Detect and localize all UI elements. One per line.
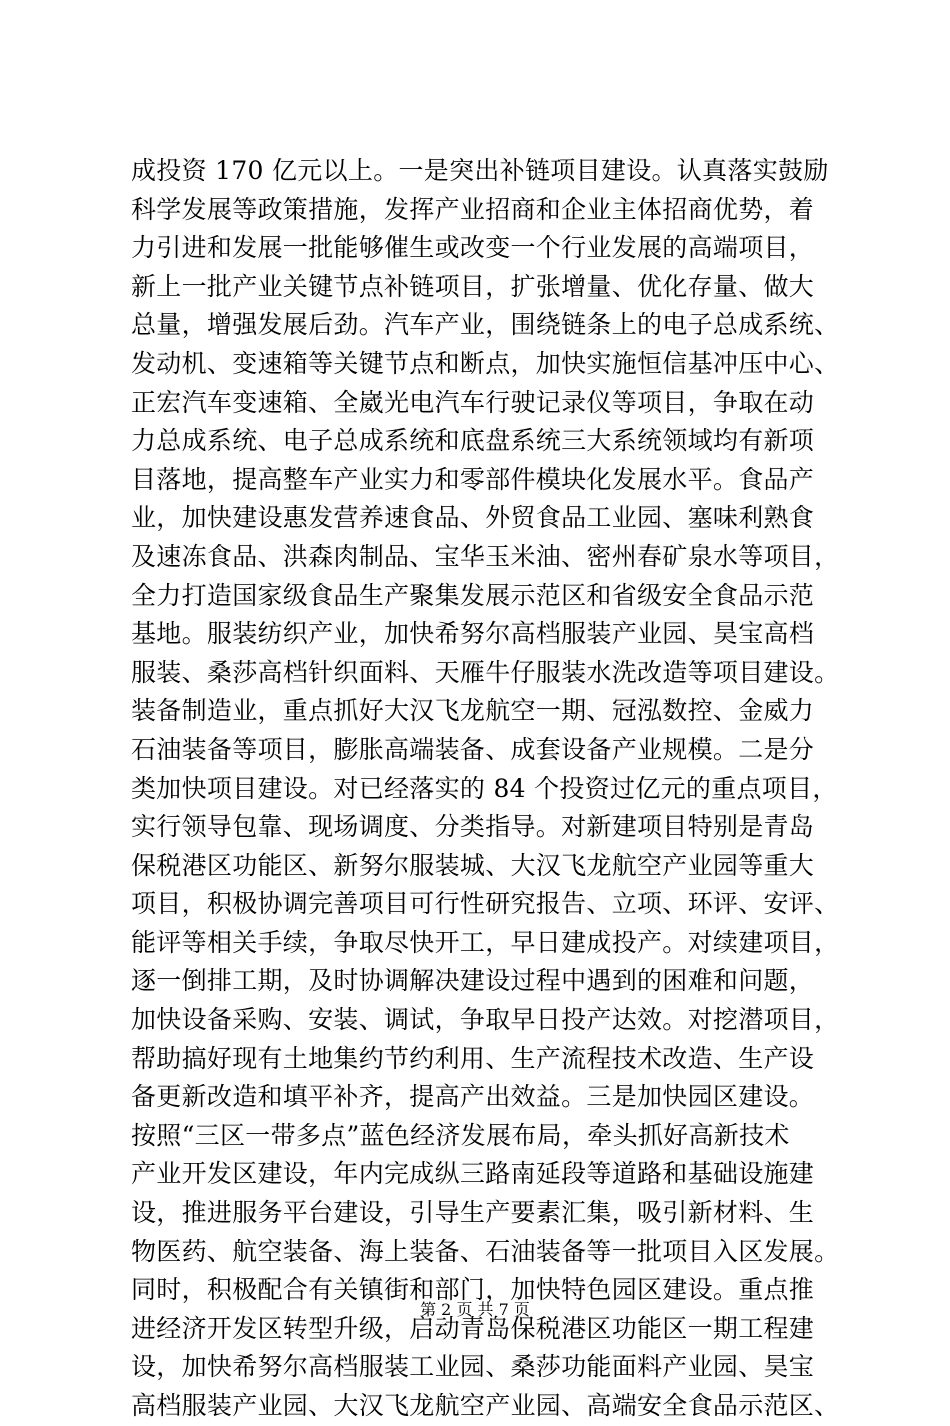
text-line: 能评等相关手续，争取尽快开工，早日建成投产。对续建项目， <box>131 927 840 957</box>
text-line: 目落地，提高整车产业实力和零部件模块化发展水平。食品产 <box>131 464 815 494</box>
text-line: 基地。服装纺织产业，加快希努尔高档服装产业园、昊宝高档 <box>131 619 815 649</box>
text-line: 正宏汽车变速箱、全崴光电汽车行驶记录仪等项目，争取在动 <box>131 387 815 417</box>
text-line: 成投资 170 亿元以上。一是突出补链项目建设。认真落实鼓励 <box>131 156 829 185</box>
text-line: 物医药、航空装备、海上装备、石油装备等一批项目入区发展。 <box>131 1236 840 1266</box>
page-footer <box>0 1300 950 1320</box>
text-line: 项目，积极协调完善项目可行性研究报告、立项、环评、安评、 <box>131 889 840 919</box>
text-line: 实行领导包靠、现场调度、分类指导。对新建项目特别是青岛 <box>131 812 815 842</box>
text-line: 按照“三区一带多点”蓝色经济发展布局，牵头抓好高新技术 <box>131 1120 790 1150</box>
text-line: 发动机、变速箱等关键节点和断点，加快实施恒信基冲压中心、 <box>131 348 840 378</box>
text-line: 装备制造业，重点抓好大汉飞龙航空一期、冠泓数控、金威力 <box>131 696 815 726</box>
text-line: 加快设备采购、安装、调试，争取早日投产达效。对挖潜项目， <box>131 1005 840 1035</box>
text-line: 设，推进服务平台建设，引导生产要素汇集，吸引新材料、生 <box>131 1198 815 1228</box>
text-line: 备更新改造和填平补齐，提高产出效益。三是加快园区建设。 <box>131 1082 815 1112</box>
text-line: 逐一倒排工期，及时协调解决建设过程中遇到的困难和问题， <box>131 966 815 996</box>
text-line: 高档服装产业园、大汉飞龙航空产业园、高端安全食品示范区、 <box>131 1391 840 1420</box>
text-line: 产业开发区建设，年内完成纵三路南延段等道路和基础设施建 <box>131 1159 815 1189</box>
text-line: 新上一批产业关键节点补链项目，扩张增量、优化存量、做大 <box>131 271 815 301</box>
text-line: 服装、桑莎高档针织面料、天雁牛仔服装水洗改造等项目建设。 <box>131 657 840 687</box>
text-line: 力总成系统、电子总成系统和底盘系统三大系统领域均有新项 <box>131 426 815 456</box>
text-line: 保税港区功能区、新努尔服装城、大汉飞龙航空产业园等重大 <box>131 850 815 880</box>
text-line: 帮助搞好现有土地集约节约利用、生产流程技术改造、生产设 <box>131 1043 815 1073</box>
text-line: 进经济开发区转型升级，启动青岛保税港区功能区一期工程建 <box>131 1313 815 1343</box>
text-line: 类加快项目建设。对已经落实的 84 个投资过亿元的重点项目， <box>131 773 838 803</box>
text-line: 同时，积极配合有关镇街和部门，加快特色园区建设。重点推 <box>131 1275 815 1305</box>
text-line: 总量，增强发展后劲。汽车产业，围绕链条上的电子总成系统、 <box>131 310 840 340</box>
text-line: 业，加快建设惠发营养速食品、外贸食品工业园、塞味利熟食 <box>131 503 815 533</box>
text-line: 科学发展等政策措施，发挥产业招商和企业主体招商优势，着 <box>131 194 815 224</box>
text-line: 全力打造国家级食品生产聚集发展示范区和省级安全食品示范 <box>131 580 815 610</box>
text-line: 力引进和发展一批能够催生或改变一个行业发展的高端项目， <box>131 233 815 263</box>
text-line: 石油装备等项目，膨胀高端装备、成套设备产业规模。二是分 <box>131 734 815 764</box>
text-line: 及速冻食品、洪森肉制品、宝华玉米油、密州春矿泉水等项目， <box>131 541 840 571</box>
text-line: 设，加快希努尔高档服装工业园、桑莎功能面料产业园、昊宝 <box>131 1352 815 1382</box>
body-text <box>131 152 851 1426</box>
page-number: 第 2 页 共 7 页 <box>420 1300 530 1319</box>
